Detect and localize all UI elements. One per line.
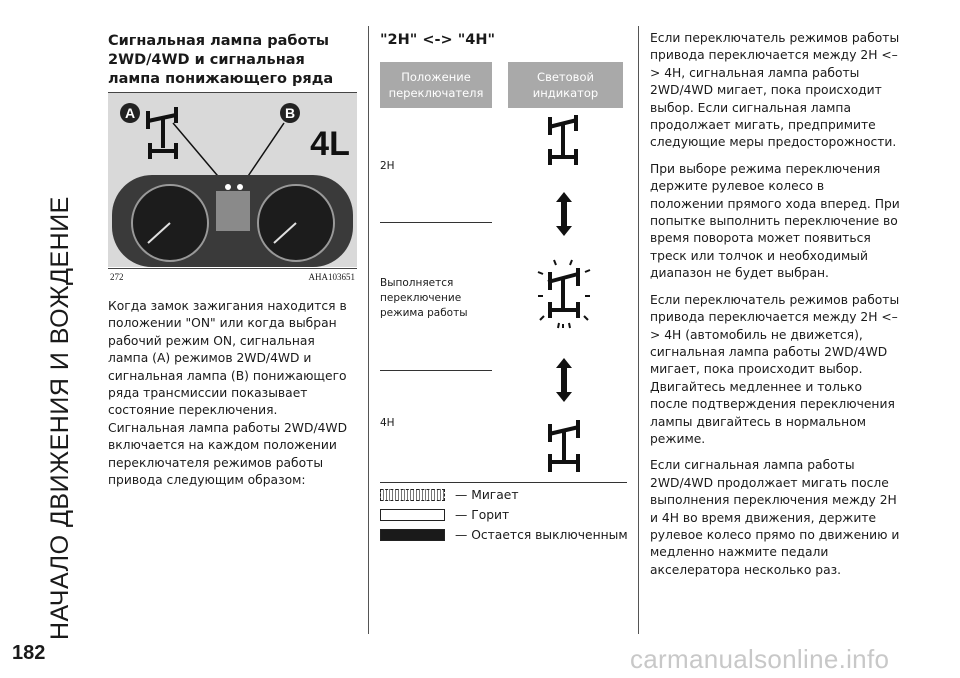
legend-on bbox=[380, 508, 509, 522]
indicator-dot-b bbox=[237, 184, 243, 190]
low-range-lamp-text: 4L bbox=[310, 125, 350, 163]
four-wheel-drive-icon bbox=[544, 420, 586, 474]
paragraph: При выборе режима переключения держите рулевое колесо в положении прямого хода вперед. При попытке выполнить переключение во время поворота может появиться треск или толчок и необходимый диапазон не будет выбран. bbox=[650, 161, 900, 281]
marker-b-label: B bbox=[284, 105, 296, 121]
center-display bbox=[216, 191, 250, 231]
row-label-switching: Выполняется переключение режима работы bbox=[380, 277, 468, 319]
section-side-title: НАЧАЛО ДВИЖЕНИЯ И ВОЖДЕНИЕ bbox=[46, 196, 74, 640]
indicator-dot-a bbox=[225, 184, 231, 190]
table-bottom-rule bbox=[380, 482, 627, 483]
row-separator bbox=[380, 370, 492, 371]
legend-label-on: — Горит bbox=[455, 508, 510, 522]
legend-label-off: — Остается выключенным bbox=[455, 528, 628, 542]
double-arrow-icon bbox=[556, 192, 572, 236]
dashboard-illustration bbox=[108, 93, 357, 268]
blinking-four-wheel-drive-icon bbox=[536, 258, 592, 330]
figure-caption bbox=[108, 268, 357, 286]
section-heading: Сигнальная лампа работы 2WD/4WD и сигнальная лампа понижающего ряда bbox=[108, 33, 334, 87]
indicator-cell-switching bbox=[536, 258, 592, 334]
legend-swatch-on bbox=[380, 509, 445, 521]
figure-code: AHA103651 bbox=[308, 272, 355, 282]
marker-a-label: A bbox=[124, 105, 136, 121]
row-separator bbox=[380, 222, 492, 223]
row-label-4h: 4H bbox=[380, 417, 395, 429]
table-header-indicator: Световой индикатор bbox=[508, 62, 623, 108]
arrow-cell bbox=[556, 358, 572, 406]
legend-swatch-blinking bbox=[380, 489, 445, 501]
paragraph: Если переключатель режимов работы привода переключается между 2H <–> 4H (автомобиль не движется), сигнальная лампа работы 2WD/4WD мигает, пока происходит выбор. Двигайтесь медленнее и только после подтверждения переключения лампы двигайтесь в нормальном режиме. bbox=[650, 292, 900, 446]
row-label-2h: 2H bbox=[380, 160, 395, 172]
figure-number: 272 bbox=[110, 272, 124, 282]
watermark: carmanualsonline.info bbox=[630, 644, 890, 674]
column-divider-right bbox=[638, 26, 639, 634]
intro-paragraph: Когда замок зажигания находится в положении "ON" или когда выбран рабочий режим ON, сигнальная лампа (A) режимов 2WD/4WD и сигнальная лампа (B) понижающего ряда трансмиссии показывает состояние переключения. Сигнальная лампа работы 2WD/4WD включается на каждом положении переключателя режимов работы привода следующим образом: bbox=[108, 299, 348, 488]
column-three-text bbox=[650, 30, 900, 588]
arrow-cell bbox=[556, 192, 572, 240]
double-arrow-icon bbox=[556, 358, 572, 402]
paragraph: Если переключатель режимов работы привода переключается между 2H <–> 4H, сигнальная лампа работы 2WD/4WD мигает, пока происходит выбор. Если сигнальная лампа продолжает мигать, предпримите следующие меры предосторожности. bbox=[650, 31, 900, 150]
paragraph: Если сигнальная лампа работы 2WD/4WD продолжает мигать после выполнения переключения между 2H и 4H во время движения, держите рулевое колесо прямо по движению и медленно нажмите педали акселератора несколько раз. bbox=[650, 458, 900, 577]
indicator-cell-4h bbox=[544, 420, 586, 478]
indicator-cell-2h bbox=[544, 115, 584, 173]
legend-label-blinking: — Мигает bbox=[455, 488, 519, 502]
table-heading: "2H" <-> "4H" bbox=[380, 32, 496, 48]
dashboard-figure bbox=[108, 92, 357, 267]
four-wheel-drive-icon bbox=[148, 107, 176, 159]
legend-blinking bbox=[380, 488, 519, 502]
legend-off bbox=[380, 528, 628, 542]
page-number: 182 bbox=[12, 642, 46, 664]
two-wheel-drive-icon bbox=[544, 115, 584, 169]
column-divider-left bbox=[368, 26, 369, 634]
table-header-position: Положение переключателя bbox=[380, 62, 492, 108]
legend-swatch-off bbox=[380, 529, 445, 541]
